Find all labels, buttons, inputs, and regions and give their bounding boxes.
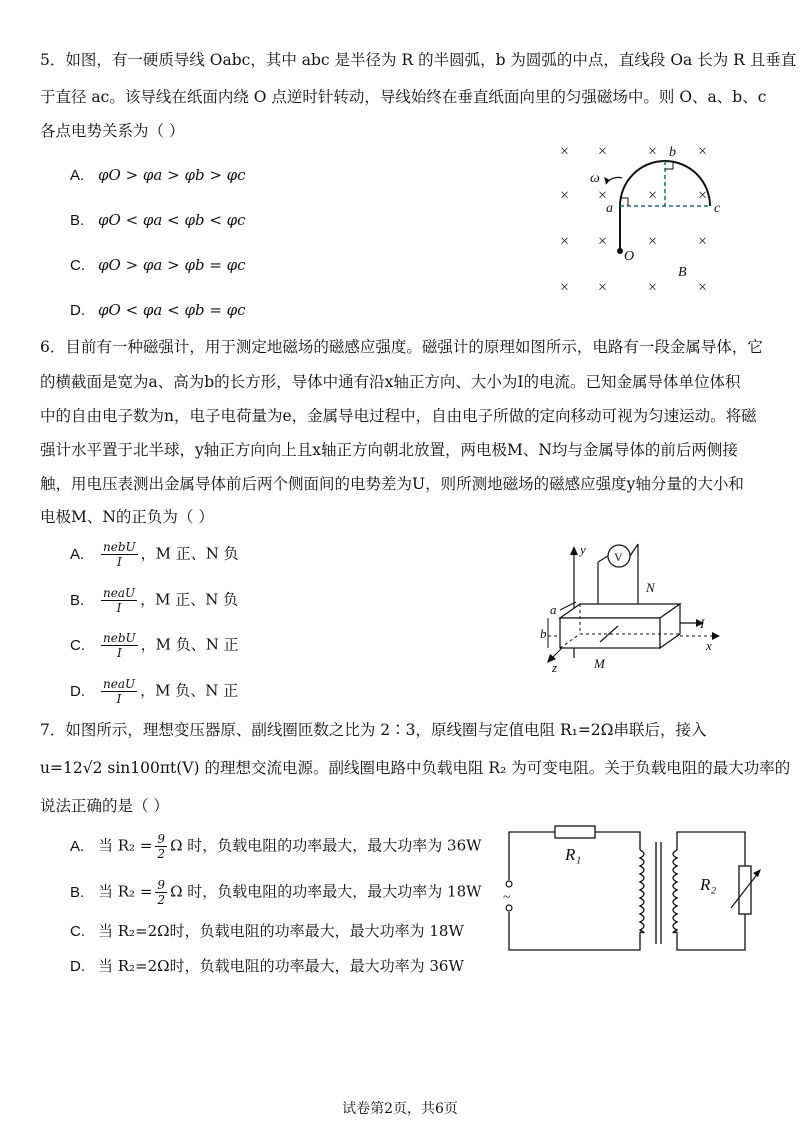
- q7-option-d[interactable]: D. 当 R₂=2Ω时，负载电阻的功率最大，最大功率为 36W: [70, 957, 464, 975]
- height-b-label: b: [540, 626, 547, 641]
- current-label: I: [700, 616, 705, 631]
- q5-line-3: 各点电势关系为（ ）: [40, 122, 185, 140]
- q5-option-a[interactable]: A. φO > φa > φb > φc: [70, 166, 246, 184]
- electrode-m-label: M: [594, 656, 605, 671]
- primary-coil: [640, 850, 644, 933]
- q6-option-c[interactable]: C. $\frac{\text{nebU}}{I}$ ，M 负、N 正: [70, 631, 239, 660]
- q6-line-3: 中的自由电子数为n，电子电荷量为e，金属导电过程中，自由电子所做的定向移动可视为匀速运动。将磁: [40, 407, 757, 425]
- fraction: $\frac{\text{nebU}}{I}$: [103, 631, 136, 660]
- field-cross: ×: [560, 233, 570, 250]
- field-cross: ×: [648, 279, 658, 296]
- fraction: $\frac{9}{2}$: [157, 878, 166, 907]
- q7-line-3: 说法正确的是（ ）: [40, 797, 169, 815]
- q6-option-a[interactable]: A. $\frac{\text{nebU}}{I}$ ，M 正、N 负: [70, 540, 239, 569]
- field-cross: ×: [598, 143, 608, 160]
- x-axis-label: x: [706, 638, 712, 653]
- field-cross: ×: [698, 233, 708, 250]
- r2-label: R₂: [700, 875, 717, 894]
- q6-figure: [538, 538, 728, 676]
- q5-option-b[interactable]: B. φO < φa < φb < φc: [70, 211, 246, 229]
- fraction: $\frac{\text{neaU}}{I}$: [103, 677, 136, 706]
- field-cross: ×: [560, 187, 570, 204]
- page-footer: 试卷第2页，共6页: [342, 1101, 458, 1117]
- field-cross: ×: [648, 187, 658, 204]
- q6-line-1: 6．目前有一种磁强计，用于测定地磁场的磁感应强度。磁强计的原理如图所示，电路有一段金属导体，它: [40, 338, 763, 356]
- field-cross: ×: [560, 143, 570, 160]
- fraction: $\frac{\text{nebU}}{I}$: [103, 540, 136, 569]
- r1-label: R₁: [565, 845, 582, 864]
- omega-label: ω: [590, 171, 600, 186]
- q6-line-6: 电极M、N的正负为（ ）: [40, 508, 214, 526]
- field-cross: ×: [598, 279, 608, 296]
- q7-option-a[interactable]: A. 当 R₂ = $\frac{9}{2}$ Ω 时，负载电阻的功率最大，最大功率为 36W: [70, 832, 482, 861]
- ac-source-icon: ~: [503, 890, 511, 905]
- pivot-point: [617, 248, 623, 254]
- resistor-r1: [555, 826, 595, 838]
- q6-line-2: 的横截面是宽为a、高为b的长方形，导体中通有沿x轴正方向、大小为I的电流。已知金属导体单位体积: [40, 373, 741, 391]
- z-axis-label: z: [552, 660, 558, 675]
- q5-figure: [548, 138, 728, 298]
- y-axis-label: y: [580, 542, 586, 557]
- q6-option-d[interactable]: D. $\frac{\text{neaU}}{I}$ ，M 负、N 正: [70, 677, 239, 706]
- q6-line-5: 触，用电压表测出金属导体前后两个侧面间的电势差为U，则所测地磁场的磁感应强度y轴分量的大小和: [40, 475, 744, 493]
- field-cross: ×: [698, 279, 708, 296]
- field-cross: ×: [598, 233, 608, 250]
- source-terminal: [506, 881, 512, 887]
- q7-option-c[interactable]: C. 当 R₂=2Ω时，负载电阻的功率最大，最大功率为 18W: [70, 922, 464, 940]
- fraction: $\frac{9}{2}$: [157, 832, 166, 861]
- point-a-label: a: [606, 201, 613, 216]
- point-o-label: O: [624, 249, 635, 264]
- q5-option-c[interactable]: C. φO > φa > φb = φc: [70, 256, 246, 274]
- q6-option-b[interactable]: B. $\frac{\text{neaU}}{I}$ ，M 正、N 负: [70, 586, 239, 615]
- electrode-n-label: N: [646, 580, 655, 595]
- q5-line-2: 于直径 ac。该导线在纸面内绕 O 点逆时针转动，导线始终在垂直纸面向里的匀强磁场中。则 O、a、b、c: [40, 88, 767, 106]
- q7-figure: [495, 820, 765, 960]
- q5-option-d[interactable]: D. φO < φa < φb = φc: [70, 301, 246, 319]
- secondary-coil: [673, 850, 677, 933]
- field-cross: ×: [648, 143, 658, 160]
- field-cross: ×: [648, 233, 658, 250]
- voltmeter-label: V: [614, 550, 623, 564]
- field-cross: ×: [598, 187, 608, 204]
- field-b-label: B: [678, 265, 687, 280]
- field-cross: ×: [698, 143, 708, 160]
- q6-line-4: 强计水平置于北半球，y轴正方向向上且x轴正方向朝北放置，两电极M、N均与金属导体的前后两侧接: [40, 441, 738, 459]
- q5-line-1: 5．如图，有一硬质导线 Oabc，其中 abc 是半径为 R 的半圆弧，b 为圆弧的中点，直线段 Oa 长为 R 且垂直: [40, 51, 797, 69]
- field-cross: ×: [560, 279, 570, 296]
- point-b-label: b: [669, 145, 676, 160]
- width-a-label: a: [550, 602, 557, 617]
- field-cross: ×: [698, 187, 708, 204]
- q7-line-1: 7．如图所示，理想变压器原、副线圈匝数之比为 2∶3，原线圈与定值电阻 R₁=2Ω串联后，接入: [40, 721, 707, 739]
- fraction: $\frac{\text{neaU}}{I}$: [103, 586, 136, 615]
- q7-option-b[interactable]: B. 当 R₂ = $\frac{9}{2}$ Ω 时，负载电阻的功率最大，最大功率为 18W: [70, 878, 482, 907]
- point-c-label: c: [714, 201, 721, 216]
- q7-line-2: u=12√2 sin100πt(V) 的理想交流电源。副线圈电路中负载电阻 R₂ 为可变电阻。关于负载电阻的最大功率的: [40, 759, 791, 777]
- source-terminal: [506, 905, 512, 911]
